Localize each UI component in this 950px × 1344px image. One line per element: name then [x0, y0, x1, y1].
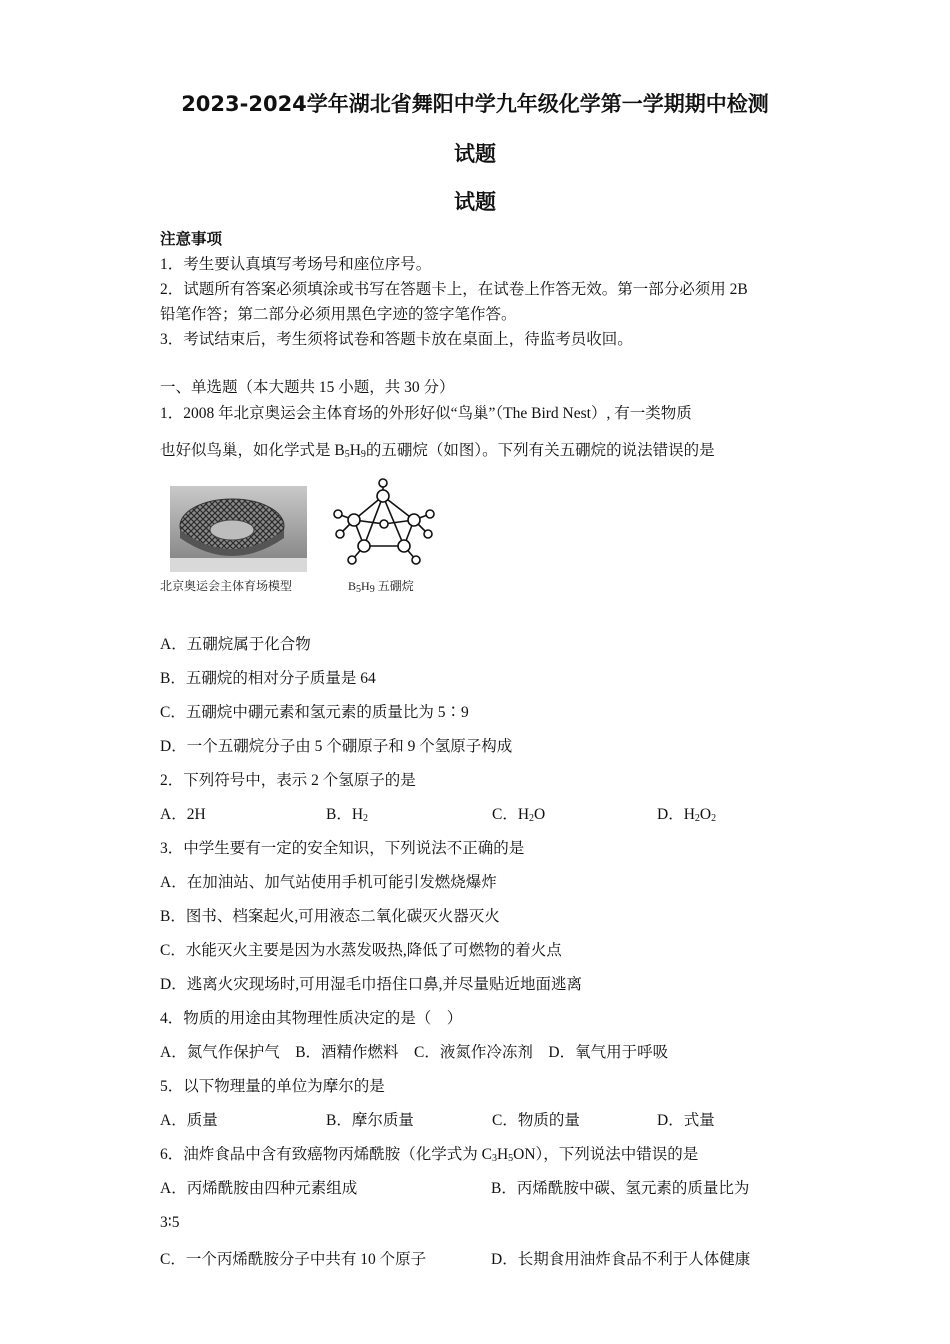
notice-heading: 注意事项 — [160, 231, 223, 248]
figure-caption-stadium: 北京奥运会主体育场模型 — [160, 579, 293, 593]
figure-caption-pentaborane — [348, 577, 414, 595]
text-run: H — [496, 1146, 509, 1163]
text-run: ON），下列说法中错误的是 — [513, 1146, 699, 1163]
text-run: 的五硼烷（如图）。下列有关五硼烷的说法错误的是 — [365, 442, 715, 459]
subscript: 2 — [363, 813, 369, 824]
question-2-option-b[interactable] — [326, 802, 368, 824]
text-run: 也好似鸟巢，如化学式是 B — [160, 442, 345, 459]
page-subtitle: 试题 — [454, 190, 496, 214]
question-6-option-b[interactable]: B．丙烯酰胺中碳、氢元素的质量比为 — [491, 1180, 750, 1197]
question-1-option-a[interactable]: A．五硼烷属于化合物 — [160, 636, 311, 653]
subscript: 9 — [360, 449, 366, 460]
notice-item: 铅笔作答；第二部分必须用黑色字迹的签字笔作答。 — [160, 306, 517, 323]
question-1-option-b[interactable]: B．五硼烷的相对分子质量是 64 — [160, 670, 376, 687]
question-2-option-c[interactable] — [492, 802, 545, 824]
notice-item: 3．考试结束后，考生须将试卷和答题卡放在桌面上，待监考员收回。 — [160, 331, 633, 348]
subscript: 3 — [491, 1153, 497, 1164]
question-3-option-a[interactable]: A．在加油站、加气站使用手机可能引发燃烧爆炸 — [160, 874, 497, 891]
subscript: 9 — [369, 584, 375, 595]
text-run: B — [348, 579, 357, 593]
notice-item: 2．试题所有答案必须填涂或书写在答题卡上，在试卷上作答无效。第一部分必须用 2B — [160, 281, 748, 298]
section-heading: 一、单选题（本大题共 15 小题，共 30 分） — [160, 379, 455, 396]
question-4-options[interactable]: A．氮气作保护气 B．酒精作燃料 C．液氮作冷冻剂 D．氧气用于呼吸 — [160, 1044, 669, 1061]
text-run: H — [361, 579, 370, 593]
question-1-stem-line1: 1．2008 年北京奥运会主体育场的外形好似“鸟巢”（The Bird Nest）, 有一类物质 — [160, 405, 692, 422]
question-4-stem: 4．物质的用途由其物理性质决定的是（ ） — [160, 1010, 463, 1027]
question-1-stem-line2 — [160, 438, 715, 460]
question-3-option-b[interactable]: B．图书、档案起火,可用液态二氧化碳灭火器灭火 — [160, 908, 500, 925]
question-2-option-a[interactable]: A．2H — [160, 806, 206, 823]
question-3-option-d[interactable]: D．逃离火灾现场时,可用湿毛巾捂住口鼻,并尽量贴近地面逃离 — [160, 976, 582, 993]
question-2-option-d[interactable] — [657, 802, 716, 824]
notice-item: 1．考生要认真填写考场号和座位序号。 — [160, 256, 432, 273]
question-1-option-c[interactable]: C．五硼烷中硼元素和氢元素的质量比为 5∶9 — [160, 704, 469, 721]
subscript: 5 — [356, 584, 362, 595]
question-5-option-b[interactable]: B．摩尔质量 — [326, 1112, 414, 1129]
text-run: D．H — [657, 806, 695, 823]
question-5-option-c[interactable]: C．物质的量 — [492, 1112, 580, 1129]
page-title-line2: 试题 — [454, 142, 496, 166]
question-3-stem: 3．中学生要有一定的安全知识，下列说法不正确的是 — [160, 840, 525, 857]
text-run: C．H — [492, 806, 530, 823]
stadium-model-photo — [170, 486, 307, 572]
text-run: B．H — [326, 806, 364, 823]
subscript: 2 — [711, 813, 717, 824]
text-run: 6．油炸食品中含有致癌物丙烯酰胺（化学式为 C — [160, 1146, 492, 1163]
question-5-option-d[interactable]: D．式量 — [657, 1112, 715, 1129]
question-6-option-b-continued: 3∶5 — [160, 1214, 180, 1231]
subscript: 5 — [344, 449, 350, 460]
question-2-stem: 2．下列符号中，表示 2 个氢原子的是 — [160, 772, 416, 789]
question-1-option-d[interactable]: D．一个五硼烷分子由 5 个硼原子和 9 个氢原子构成 — [160, 738, 513, 755]
subscript: 2 — [529, 813, 535, 824]
question-5-option-a[interactable]: A．质量 — [160, 1112, 218, 1129]
page-title: 2023-2024学年湖北省舞阳中学九年级化学第一学期期中检测 — [181, 92, 769, 116]
question-6-stem — [160, 1142, 698, 1164]
text-run: O — [534, 806, 546, 823]
text-run: H — [349, 442, 361, 459]
subscript: 2 — [694, 813, 700, 824]
question-6-option-c[interactable]: C．一个丙烯酰胺分子中共有 10 个原子 — [160, 1251, 427, 1268]
subscript: 5 — [508, 1153, 514, 1164]
question-6-option-a[interactable]: A．丙烯酰胺由四种元素组成 — [160, 1180, 358, 1197]
question-5-stem: 5．以下物理量的单位为摩尔的是 — [160, 1078, 385, 1095]
pentaborane-structure-diagram — [330, 474, 440, 574]
question-6-option-d[interactable]: D．长期食用油炸食品不利于人体健康 — [491, 1251, 751, 1268]
text-run: O — [699, 806, 712, 823]
text-run: 五硼烷 — [374, 579, 414, 593]
question-3-option-c[interactable]: C．水能灭火主要是因为水蒸发吸热,降低了可燃物的着火点 — [160, 942, 562, 959]
